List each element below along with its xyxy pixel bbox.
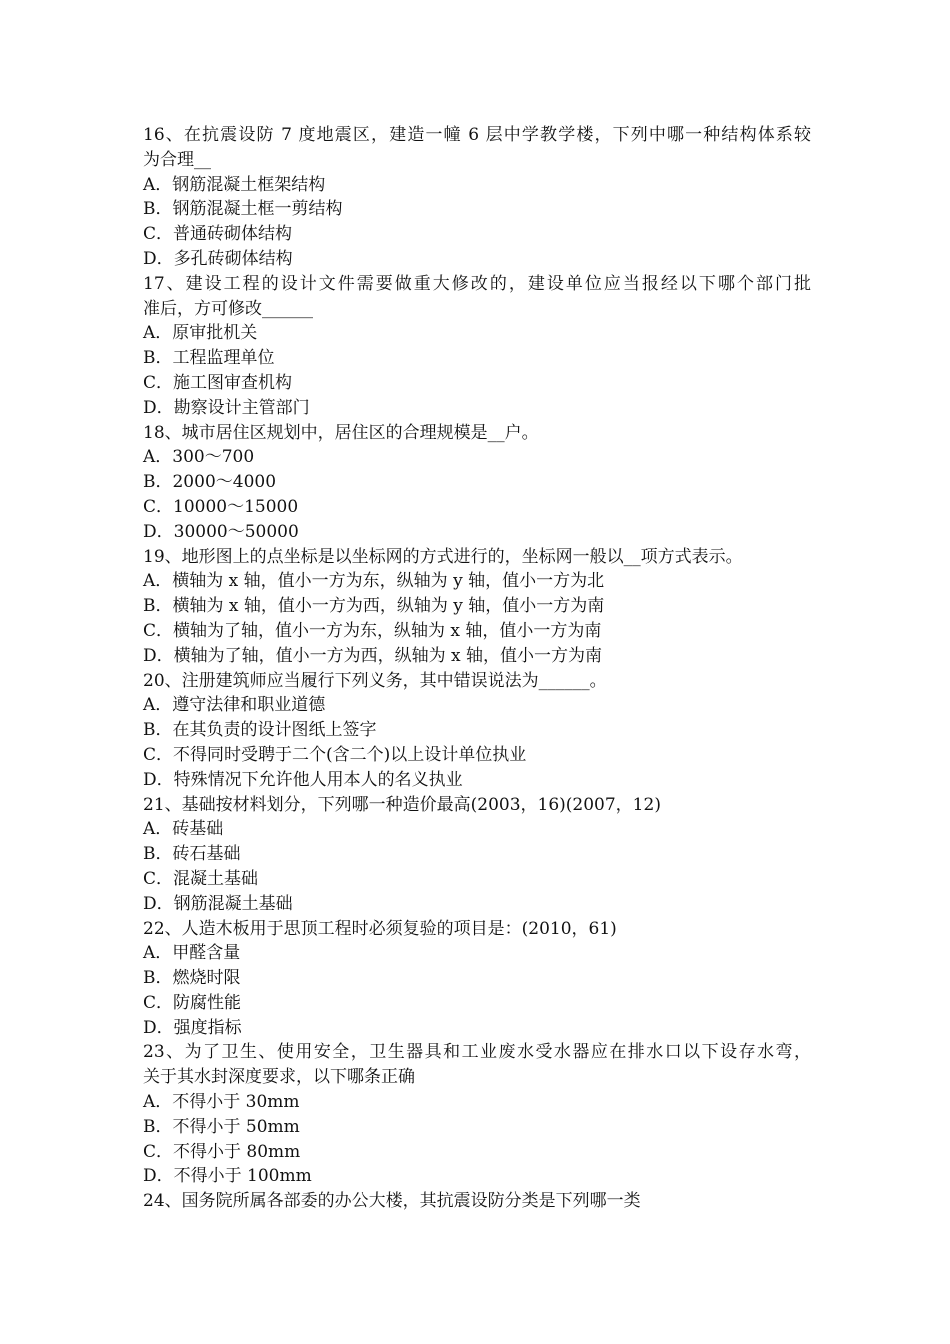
answer-option: C．施工图审查机构 <box>143 372 293 393</box>
question-text: 关于其水封深度要求，以下哪条正确 <box>143 1067 415 1088</box>
answer-option: D．多孔砖砌体结构 <box>143 248 293 269</box>
question-text: 23、为了卫生、使用安全，卫生器具和工业废水受水器应在排水口以下设存水弯， <box>143 1042 811 1063</box>
answer-option: C．不得同时受聘于二个(含二个)以上设计单位执业 <box>143 744 527 765</box>
answer-option: C．普通砖砌体结构 <box>143 224 293 245</box>
question-item <box>143 123 811 272</box>
answer-option: D．横轴为了轴，值小一方为西，纵轴为 x 轴，值小一方为南 <box>143 645 603 666</box>
question-text: 19、地形图上的点坐标是以坐标网的方式进行的，坐标网一般以__项方式表示。 <box>143 546 743 567</box>
question-item <box>143 1040 811 1189</box>
answer-option: B．砖石基础 <box>143 844 241 865</box>
answer-option: A．砖基础 <box>143 819 224 840</box>
question-item <box>143 669 811 793</box>
question-text: 为合理__ <box>143 149 211 170</box>
answer-option: C．不得小于 80mm <box>143 1141 301 1162</box>
question-item <box>143 421 811 545</box>
question-text: 21、基础按材料划分，下列哪一种造价最高(2003，16)(2007，12) <box>143 794 661 815</box>
answer-option: B．钢筋混凝土框一剪结构 <box>143 199 343 220</box>
answer-option: D．勘察设计主管部门 <box>143 397 310 418</box>
answer-option: B．2000～4000 <box>143 472 277 493</box>
question-item <box>143 917 811 1041</box>
answer-option: B．燃烧时限 <box>143 968 241 989</box>
answer-option: A．横轴为 x 轴，值小一方为东，纵轴为 y 轴，值小一方为北 <box>143 571 605 592</box>
answer-option: B．在其负责的设计图纸上签字 <box>143 720 377 741</box>
answer-option: C．混凝土基础 <box>143 868 259 889</box>
answer-option: D．特殊情况下允许他人用本人的名义执业 <box>143 769 463 790</box>
question-text: 准后，方可修改______ <box>143 298 313 319</box>
answer-option: C．防腐性能 <box>143 992 242 1013</box>
question-text: 22、人造木板用于思顶工程时必须复验的项目是：(2010，61) <box>143 918 617 939</box>
question-item <box>143 272 811 421</box>
answer-option: D．钢筋混凝土基础 <box>143 893 293 914</box>
question-list <box>143 123 811 1214</box>
question-text: 20、注册建筑师应当履行下列义务，其中错误说法为______。 <box>143 670 607 691</box>
question-text: 16、在抗震设防 7 度地震区，建造一幢 6 层中学教学楼，下列中哪一种结构体系较 <box>143 125 811 145</box>
answer-option: B．不得小于 50mm <box>143 1116 300 1137</box>
answer-option: D．不得小于 100mm <box>143 1166 312 1187</box>
question-item <box>143 1189 811 1214</box>
question-text: 18、城市居住区规划中，居住区的合理规模是__户。 <box>143 422 539 443</box>
answer-option: D．强度指标 <box>143 1017 242 1038</box>
answer-option: A．遵守法律和职业道德 <box>143 695 326 716</box>
answer-option: A．不得小于 30mm <box>143 1092 300 1113</box>
answer-option: B．工程监理单位 <box>143 348 275 369</box>
answer-option: A．300～700 <box>143 447 255 468</box>
answer-option: A．钢筋混凝土框架结构 <box>143 174 326 195</box>
question-text: 24、国务院所属各部委的办公大楼，其抗震设防分类是下列哪一类 <box>143 1191 641 1212</box>
question-item <box>143 793 811 917</box>
answer-option: B．横轴为 x 轴，值小一方为西，纵轴为 y 轴，值小一方为南 <box>143 596 605 617</box>
answer-option: D．30000～50000 <box>143 521 299 542</box>
answer-option: A．甲醛含量 <box>143 943 241 964</box>
answer-option: C．10000～15000 <box>143 496 299 517</box>
question-item <box>143 545 811 669</box>
answer-option: C．横轴为了轴，值小一方为东，纵轴为 x 轴，值小一方为南 <box>143 620 602 641</box>
question-text: 17、建设工程的设计文件需要做重大修改的，建设单位应当报经以下哪个部门批 <box>143 273 811 294</box>
answer-option: A．原审批机关 <box>143 323 258 344</box>
